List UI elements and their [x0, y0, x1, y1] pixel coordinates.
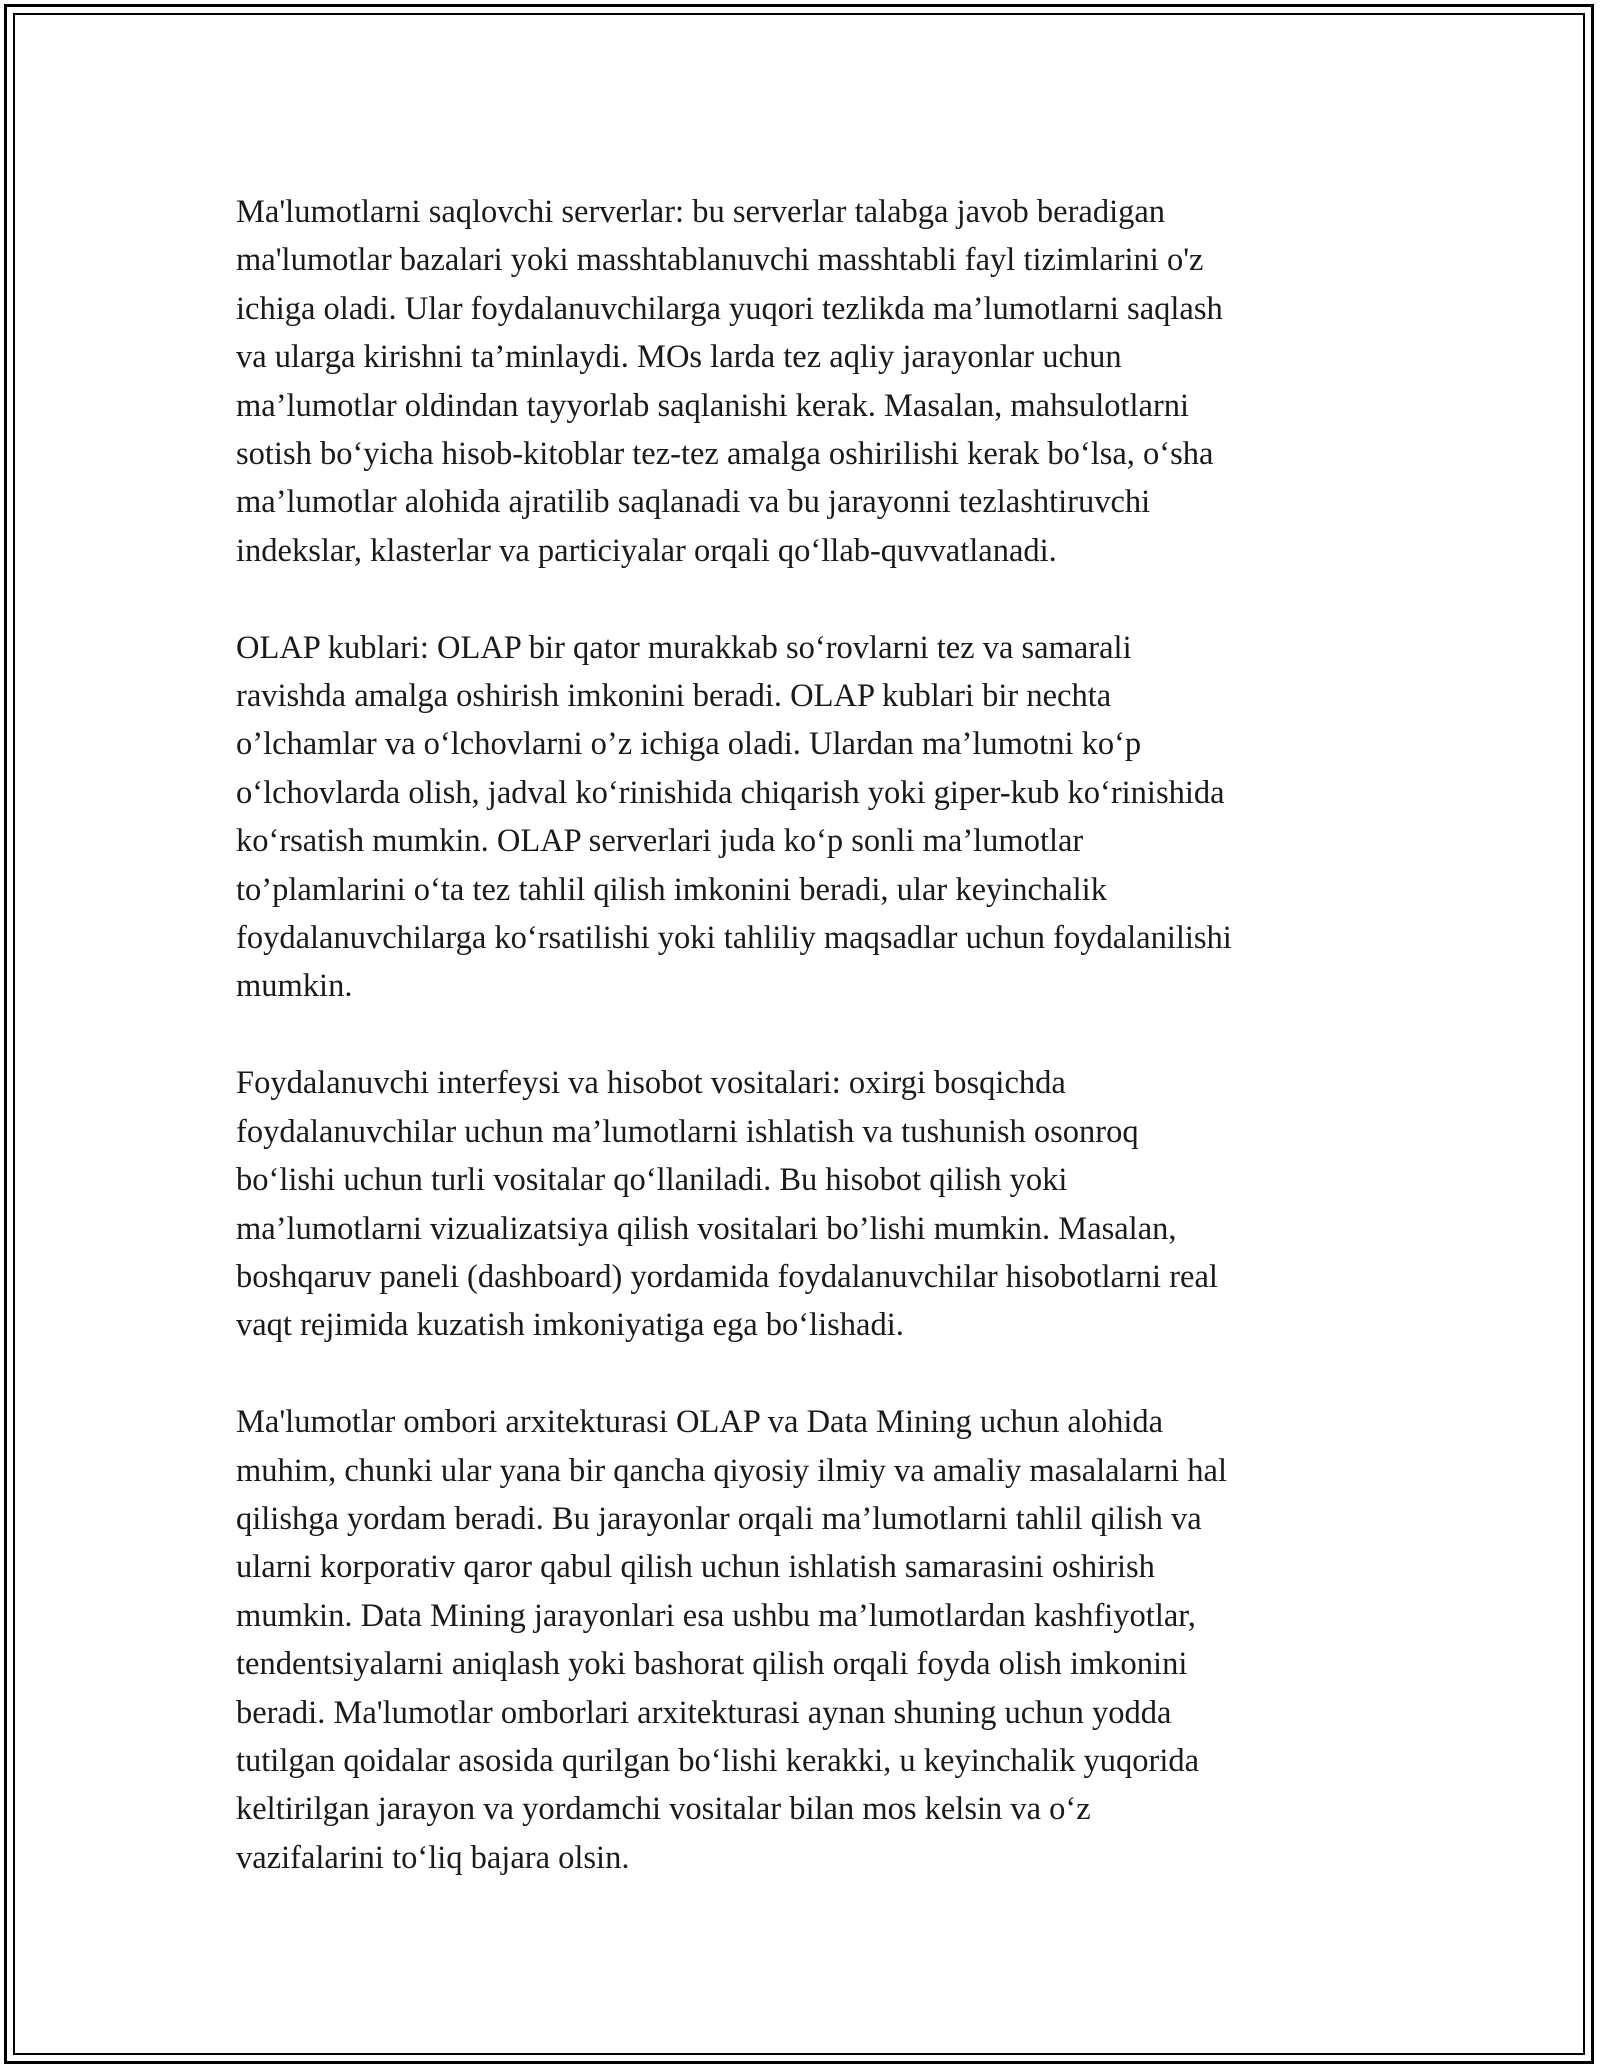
text-line: ma'lumotlar bazalari yoki masshtablanuvchi masshtabli fayl tizimlarini o'z: [236, 242, 1204, 279]
text-line: ko‘rsatish mumkin. OLAP serverlari juda ko‘p sonli ma’lumotlar: [236, 823, 1084, 860]
paragraph-warehouse-architecture: [236, 1398, 1386, 1882]
text-line: Foydalanuvchi interfeysi va hisobot vositalari: oxirgi bosqichda: [236, 1065, 1066, 1102]
text-line: keltirilgan jarayon va yordamchi vositalar bilan mos kelsin va o‘z: [236, 1791, 1091, 1828]
text-line: foydalanuvchilarga ko‘rsatilishi yoki tahliliy maqsadlar uchun foydalanilishi: [236, 920, 1232, 957]
text-line: vaqt rejimida kuzatish imkoniyatiga ega bo‘lishadi.: [236, 1307, 904, 1344]
text-line: foydalanuvchilar uchun ma’lumotlarni ishlatish va tushunish osonroq: [236, 1113, 1139, 1150]
text-line: mumkin.: [236, 968, 353, 1005]
document-body: [236, 188, 1386, 1931]
text-line: ma’lumotlar alohida ajratilib saqlanadi va bu jarayonni tezlashtiruvchi: [236, 484, 1151, 521]
text-line: ularni korporativ qaror qabul qilish uchun ishlatish samarasini oshirish: [236, 1549, 1155, 1586]
text-line: qilishga yordam beradi. Bu jarayonlar orqali ma’lumotlarni tahlil qilish va: [236, 1500, 1202, 1537]
text-line: o‘lchovlarda olish, jadval ko‘rinishida chiqarish yoki giper-kub ko‘rinishida: [236, 774, 1225, 811]
text-line: indekslar, klasterlar va particiyalar orqali qo‘llab-quvvatlanadi.: [236, 532, 1057, 569]
text-line: ravishda amalga oshirish imkonini beradi. OLAP kublari bir nechta: [236, 678, 1112, 715]
text-line: ichiga oladi. Ular foydalanuvchilarga yuqori tezlikda ma’lumotlarni saqlash: [236, 290, 1223, 327]
text-line: ma’lumotlarni vizualizatsiya qilish vositalari bo’lishi mumkin. Masalan,: [236, 1210, 1177, 1247]
text-line: mumkin. Data Mining jarayonlari esa ushbu ma’lumotlardan kashfiyotlar,: [236, 1597, 1196, 1634]
paragraph-data-storage-servers: [236, 188, 1386, 575]
text-line: o’lchamlar va o‘lchovlarni o’z ichiga oladi. Ulardan ma’lumotni ko‘p: [236, 726, 1142, 763]
text-line: tendentsiyalarni aniqlash yoki bashorat qilish orqali foyda olish imkonini: [236, 1646, 1188, 1683]
text-line: vazifalarini to‘liq bajara olsin.: [236, 1839, 630, 1876]
text-line: Ma'lumotlar ombori arxitekturasi OLAP va Data Mining uchun alohida: [236, 1404, 1164, 1441]
paragraph-olap-cubes: [236, 624, 1386, 1011]
text-line: bo‘lishi uchun turli vositalar qo‘llaniladi. Bu hisobot qilish yoki: [236, 1162, 1068, 1199]
text-line: Ma'lumotlarni saqlovchi serverlar: bu serverlar talabga javob beradigan: [236, 194, 1166, 230]
text-line: muhim, chunki ular yana bir qancha qiyosiy ilmiy va amaliy masalalarni hal: [236, 1452, 1227, 1489]
text-line: to’plamlarini o‘ta tez tahlil qilish imkonini beradi, ular keyinchalik: [236, 871, 1107, 908]
text-line: tutilgan qoidalar asosida qurilgan bo‘lishi kerakki, u keyinchalik yuqorida: [236, 1742, 1200, 1779]
paragraph-user-interface: [236, 1059, 1386, 1349]
text-line: ma’lumotlar oldindan tayyorlab saqlanishi kerak. Masalan, mahsulotlarni: [236, 387, 1190, 424]
text-line: beradi. Ma'lumotlar omborlari arxitekturasi aynan shuning uchun yodda: [236, 1694, 1172, 1731]
text-line: OLAP kublari: OLAP bir qator murakkab so‘rovlarni tez va samarali: [236, 629, 1132, 666]
text-line: sotish bo‘yicha hisob-kitoblar tez-tez amalga oshirilishi kerak bo‘lsa, o‘sha: [236, 436, 1214, 473]
text-line: va ularga kirishni ta’minlaydi. MOs larda tez aqliy jarayonlar uchun: [236, 339, 1122, 376]
text-line: boshqaruv paneli (dashboard) yordamida foydalanuvchilar hisobotlarni real: [236, 1258, 1218, 1295]
